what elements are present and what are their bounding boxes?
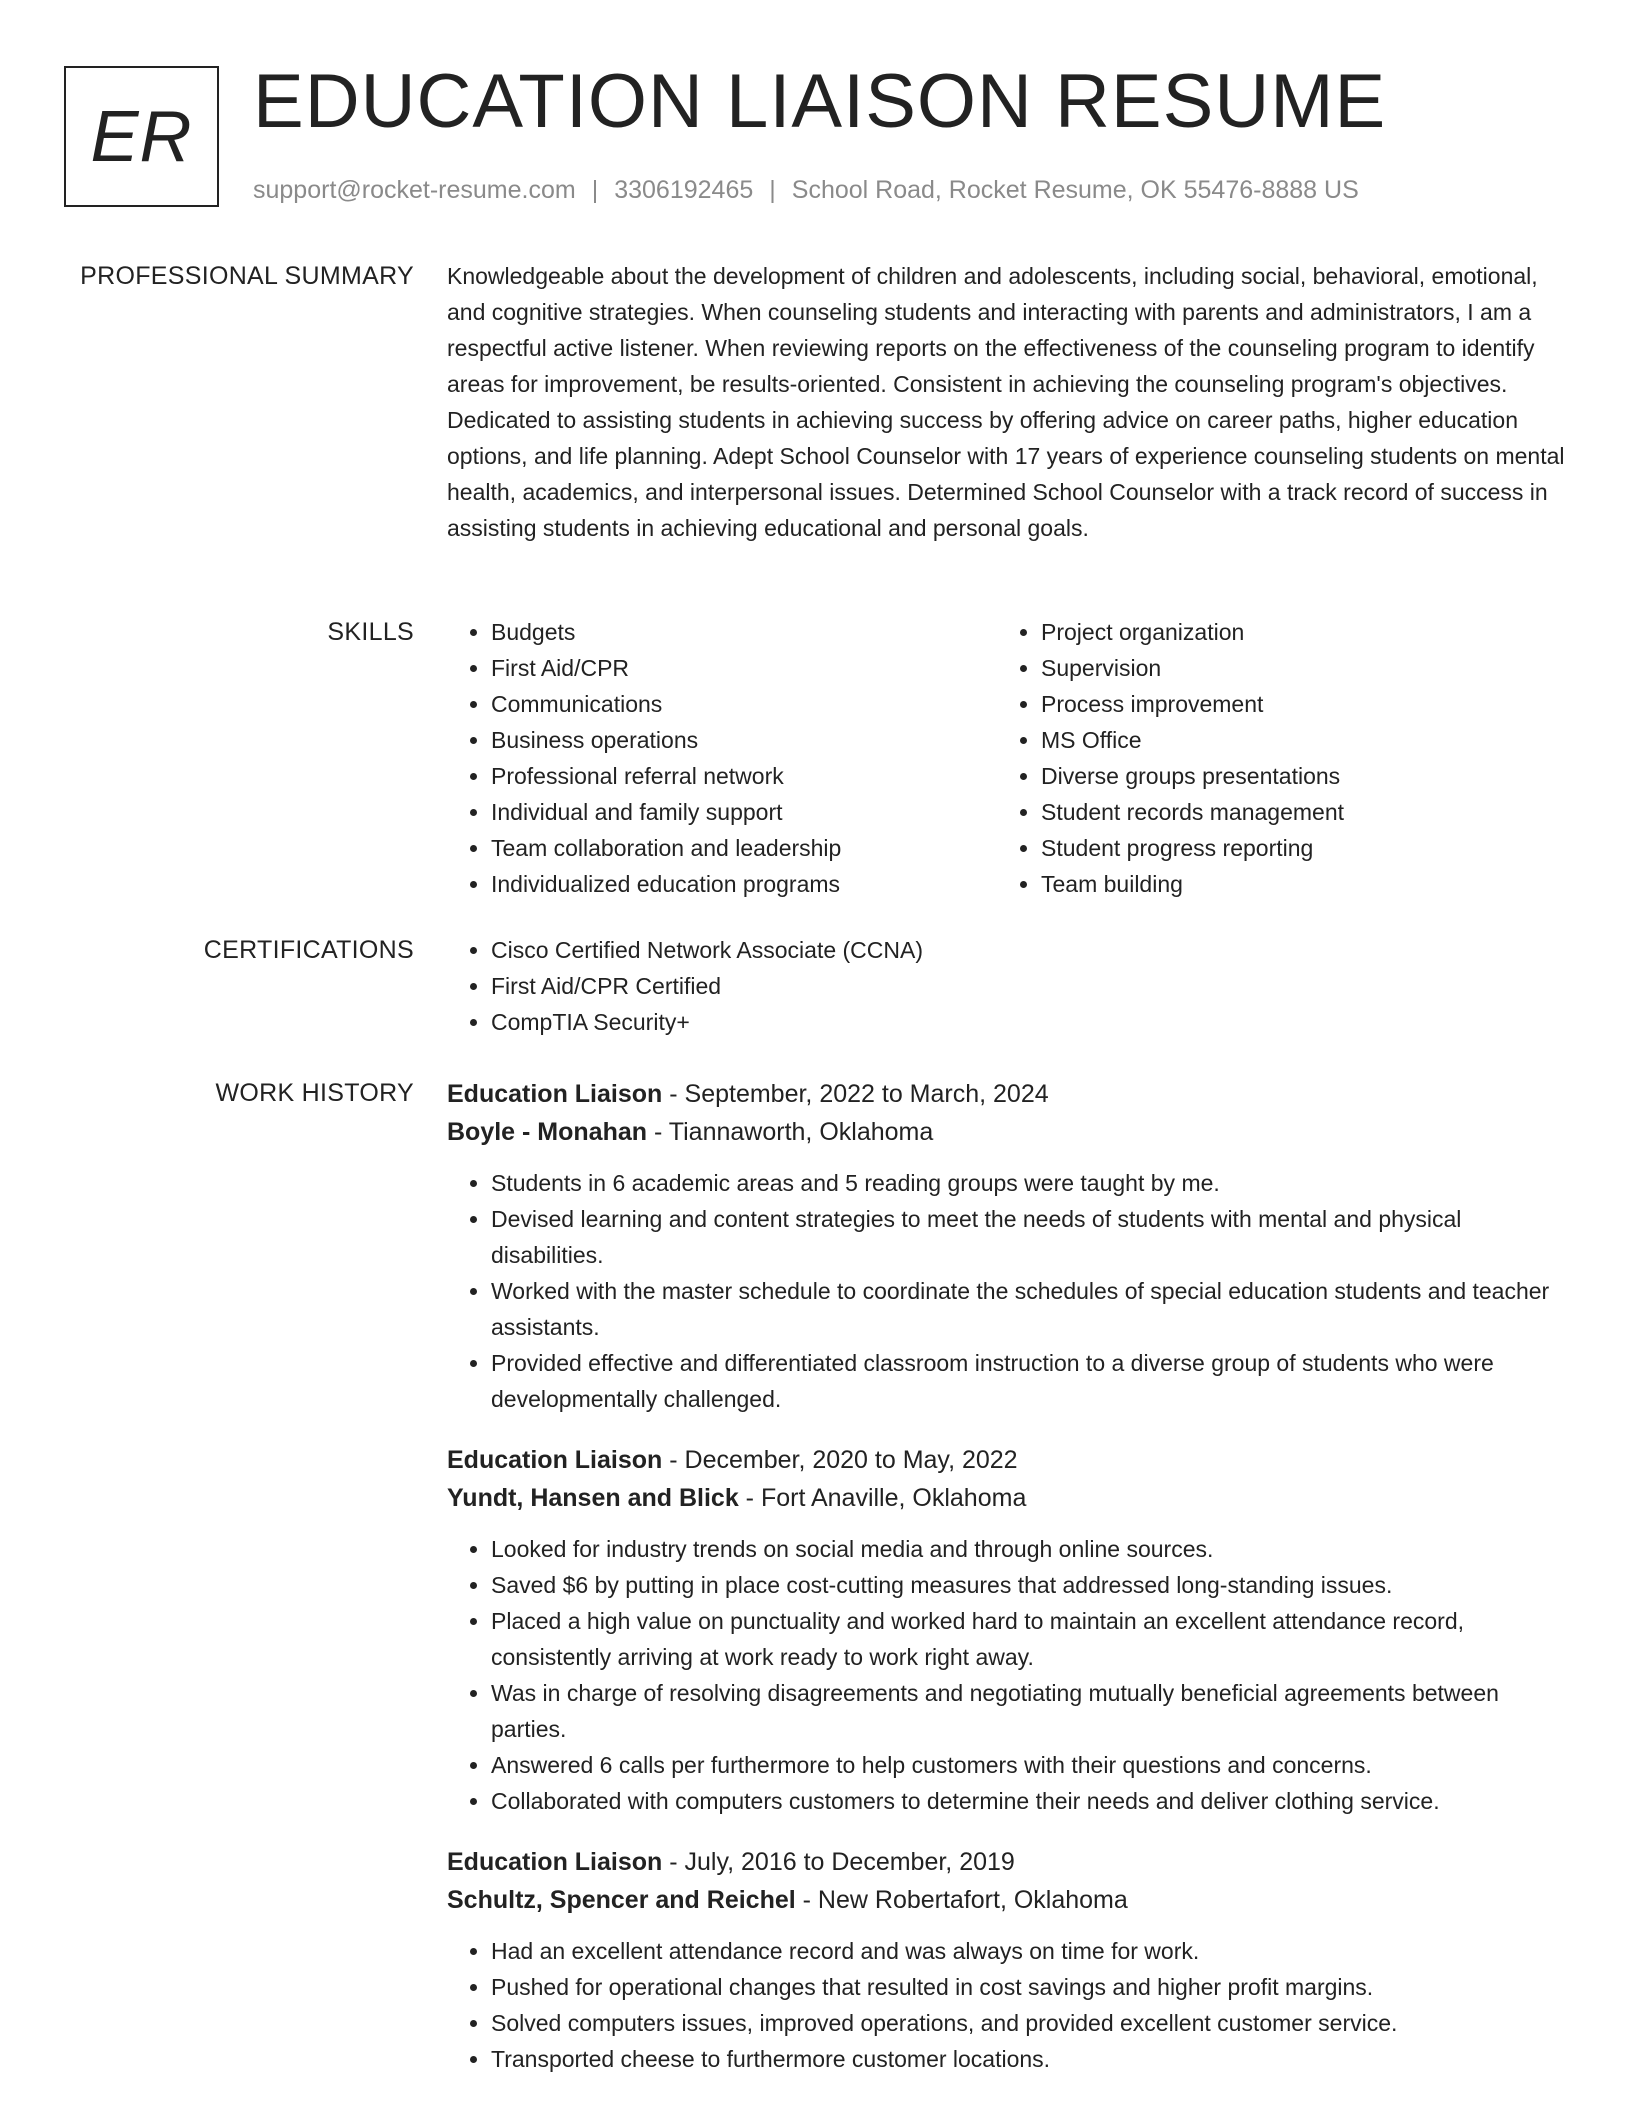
list-item: • Devised learning and content strategies to meet the needs of students with mental and physical disabilities. (491, 1201, 1567, 1273)
list-item: • Business operations (491, 722, 997, 758)
list-item: • Saved $6 by putting in place cost-cutting measures that addressed long-standing issues. (491, 1567, 1567, 1603)
skills-body (447, 614, 1567, 902)
list-item: • MS Office (1041, 722, 1547, 758)
job-entry (447, 1075, 1567, 1417)
job-company-line (447, 1881, 1567, 1919)
summary-body (447, 258, 1567, 546)
list-item: • Answered 6 calls per furthermore to help customers with their questions and concerns. (491, 1747, 1567, 1783)
list-item: • Student progress reporting (1041, 830, 1547, 866)
list-item: • Student records management (1041, 794, 1547, 830)
skills-column-right (997, 614, 1547, 902)
list-item: • First Aid/CPR Certified (491, 968, 1567, 1004)
list-item: • Project organization (1041, 614, 1547, 650)
job-location: - Fort Anaville, Oklahoma (738, 1484, 1027, 1512)
monogram-initials: ER (90, 96, 193, 177)
contact-email[interactable]: support@rocket-resume.com (253, 176, 576, 204)
list-item: • Professional referral network (491, 758, 997, 794)
job-entry (447, 1843, 1567, 2077)
job-company-line (447, 1479, 1567, 1517)
list-item: • Communications (491, 686, 997, 722)
list-item: • Looked for industry trends on social media and through online sources. (491, 1531, 1567, 1567)
list-item: • Students in 6 academic areas and 5 reading groups were taught by me. (491, 1165, 1567, 1201)
skills-column-left (447, 614, 997, 902)
section-label-certifications: CERTIFICATIONS (203, 936, 414, 964)
list-item: • Was in charge of resolving disagreements and negotiating mutually beneficial agreements between parties. (491, 1675, 1567, 1747)
certifications-list (447, 932, 1567, 1040)
job-entry (447, 1441, 1567, 1819)
list-item: • Process improvement (1041, 686, 1547, 722)
contact-line (253, 173, 1359, 207)
list-item: • Cisco Certified Network Associate (CCNA) (491, 932, 1567, 968)
job-dates: - September, 2022 to March, 2024 (662, 1080, 1049, 1108)
job-bullets (447, 1531, 1567, 1819)
contact-phone[interactable]: 3306192465 (614, 176, 754, 204)
job-title: Education Liaison (447, 1446, 663, 1474)
job-title-line (447, 1441, 1567, 1479)
job-company: Schultz, Spencer and Reichel (447, 1886, 796, 1914)
list-item: • Team building (1041, 866, 1547, 902)
resume-title: EDUCATION LIAISON RESUME (253, 59, 1387, 144)
list-item: • Team collaboration and leadership (491, 830, 997, 866)
list-item: • Worked with the master schedule to coordinate the schedules of special education students and teacher assistants. (491, 1273, 1567, 1345)
job-bullets (447, 1933, 1567, 2077)
job-dates: - December, 2020 to May, 2022 (662, 1446, 1018, 1474)
job-title: Education Liaison (447, 1080, 663, 1108)
list-item: • Collaborated with computers customers to determine their needs and deliver clothing service. (491, 1783, 1567, 1819)
section-label-skills: SKILLS (327, 618, 414, 646)
list-item: • First Aid/CPR (491, 650, 997, 686)
summary-text: Knowledgeable about the development of children and adolescents, including social, behavioral, emotional, and cognitive strategies. When counseling students and interacting with parents and administrators, I am a respectful active listener. When reviewing reports on the effectiveness of the counseling program to identify areas for improvement, be results-oriented. Consistent in achieving the counseling program's objectives. Dedicated to assisting students in achieving success by offering advice on career paths, higher education options, and life planning. Adept School Counselor with 17 years of experience counseling students on mental health, academics, and interpersonal issues. Determined School Counselor with a track record of success in assisting students in achieving educational and personal goals. (447, 263, 1565, 541)
list-item: • Individualized education programs (491, 866, 997, 902)
job-company: Yundt, Hansen and Blick (447, 1484, 739, 1512)
contact-separator: | (769, 176, 776, 204)
work-history-body (447, 1075, 1567, 2101)
list-item: • CompTIA Security+ (491, 1004, 1567, 1040)
certifications-body (447, 932, 1567, 1040)
section-label-summary: PROFESSIONAL SUMMARY (80, 262, 414, 290)
monogram-box (64, 66, 219, 207)
list-item: • Placed a high value on punctuality and worked hard to maintain an excellent attendance record, consistently arriving at work ready to work right away. (491, 1603, 1567, 1675)
job-bullets (447, 1165, 1567, 1417)
job-location: - Tiannaworth, Oklahoma (647, 1118, 934, 1146)
contact-separator: | (591, 176, 599, 204)
list-item: • Pushed for operational changes that resulted in cost savings and higher profit margins. (491, 1969, 1567, 2005)
job-title: Education Liaison (447, 1848, 663, 1876)
job-title-line (447, 1075, 1567, 1113)
skills-list-left (447, 614, 997, 902)
list-item: • Supervision (1041, 650, 1547, 686)
list-item: • Budgets (491, 614, 997, 650)
contact-address: School Road, Rocket Resume, OK 55476-8888 US (791, 176, 1359, 204)
list-item: • Transported cheese to furthermore customer locations. (491, 2041, 1567, 2077)
list-item: • Provided effective and differentiated classroom instruction to a diverse group of students who were developmentally challenged. (491, 1345, 1567, 1417)
section-label-work-history: WORK HISTORY (215, 1079, 414, 1107)
job-dates: - July, 2016 to December, 2019 (662, 1848, 1015, 1876)
list-item: • Had an excellent attendance record and was always on time for work. (491, 1933, 1567, 1969)
list-item: • Solved computers issues, improved operations, and provided excellent customer service. (491, 2005, 1567, 2041)
job-title-line (447, 1843, 1567, 1881)
job-company: Boyle - Monahan (447, 1118, 648, 1146)
list-item: • Individual and family support (491, 794, 997, 830)
job-location: - New Robertafort, Oklahoma (795, 1886, 1128, 1914)
skills-list-right (997, 614, 1547, 902)
list-item: • Diverse groups presentations (1041, 758, 1547, 794)
job-company-line (447, 1113, 1567, 1151)
